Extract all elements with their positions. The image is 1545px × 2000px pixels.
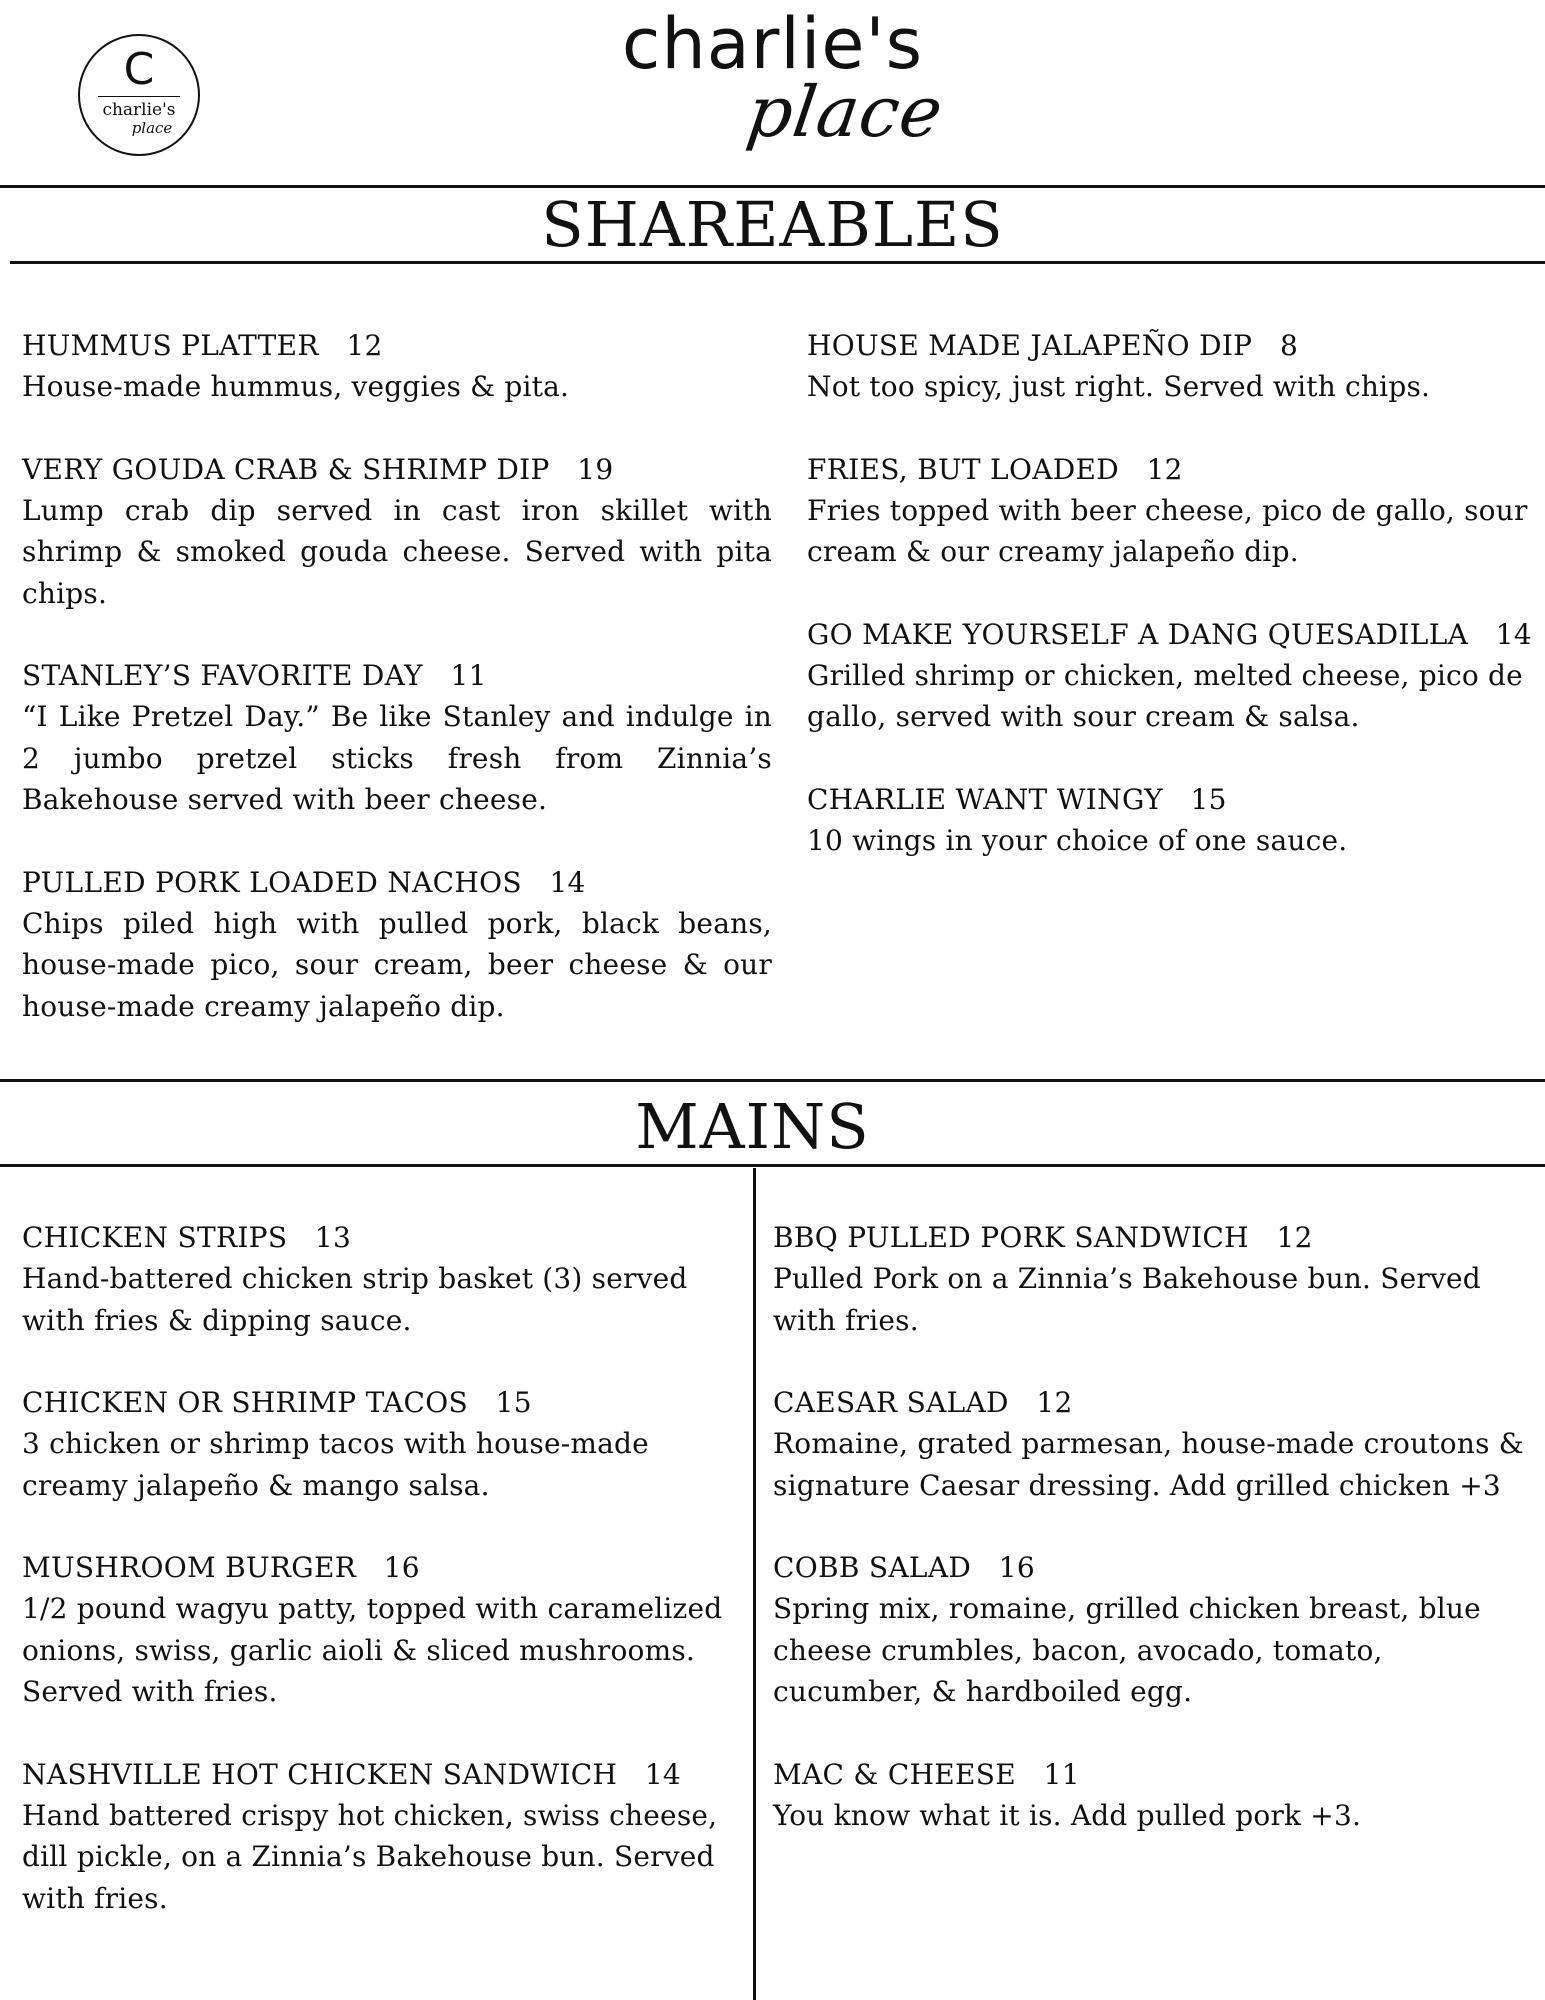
menu-item-heading [773,1382,1528,1423]
menu-item-name: HUMMUS PLATTER [22,329,319,362]
menu-item-name: STANLEY’S FAVORITE DAY [22,659,423,692]
logo-letter: C [123,44,155,95]
menu-item-heading [773,1217,1528,1258]
mains-column-divider [753,1168,756,2000]
shareables-right-column [807,325,1532,902]
menu-item-heading [773,1547,1528,1588]
menu-item-name: CAESAR SALAD [773,1386,1009,1419]
menu-item-name: BBQ PULLED PORK SANDWICH [773,1221,1249,1254]
menu-item-heading [22,1382,747,1423]
menu-item [807,614,1532,738]
menu-item [22,325,772,408]
menu-item-heading [807,449,1532,490]
mains-left-column [22,1217,747,1960]
menu-item-heading [22,449,772,490]
menu-item-heading [22,325,772,366]
menu-item-price: 11 [450,659,487,692]
menu-item [773,1382,1528,1506]
menu-item-name: COBB SALAD [773,1551,972,1584]
menu-item-description: You know what it is. Add pulled pork +3. [773,1798,1362,1832]
menu-item [807,449,1532,573]
menu-item-heading [807,614,1532,655]
menu-item-description: Hand battered crispy hot chicken, swiss cheese, dill pickle, on a Zinnia’s Bakehouse bun. Served with fries. [22,1798,718,1915]
logo-word-charlies: charlie's [102,100,176,120]
menu-item [22,1547,747,1713]
menu-item-name: MAC & CHEESE [773,1757,1016,1791]
menu-item-name: GO MAKE YOURSELF A DANG QUESADILLA [807,617,1469,651]
menu-item-name: PULLED PORK LOADED NACHOS [22,865,522,899]
menu-item-name: CHICKEN OR SHRIMP TACOS [22,1386,468,1419]
menu-item [22,862,772,1028]
menu-item [773,1547,1528,1713]
menu-item-heading [22,655,772,696]
mains-bottom-rule [0,1164,1545,1167]
menu-item-name: MUSHROOM BURGER [22,1551,357,1584]
menu-item-description: “I Like Pretzel Day.” Be like Stanley and indulge in 2 jumbo pretzel sticks fresh from Zinnia’s Bakehouse served with beer cheese. [22,700,772,816]
menu-item [22,1217,747,1341]
menu-item-price: 14 [644,1757,682,1791]
menu-item-price: 12 [346,329,383,362]
menu-item-description: 1/2 pound wagyu patty, topped with caramelized onions, swiss, garlic aioli & sliced mushrooms. Served with fries. [22,1592,723,1708]
menu-item [807,325,1532,408]
menu-item-description: House-made hummus, veggies & pita. [22,370,570,403]
menu-item-description: Not too spicy, just right. Served with chips. [807,370,1431,403]
menu-item-name: VERY GOUDA CRAB & SHRIMP DIP [22,452,550,486]
menu-item-description: 3 chicken or shrimp tacos with house-made creamy jalapeño & mango salsa. [22,1427,649,1502]
menu-item-heading [22,1547,747,1588]
menu-item-price: 11 [1043,1757,1080,1791]
menu-item [22,655,772,821]
mains-title: MAINS [635,1090,870,1163]
menu-item-name: CHICKEN STRIPS [22,1221,288,1254]
menu-item [807,779,1532,862]
menu-item [22,449,772,615]
menu-item-price: 14 [1495,617,1532,651]
menu-item [22,1754,747,1920]
logo-divider [98,96,180,97]
menu-item-price: 16 [998,1551,1035,1584]
menu-item-price: 16 [383,1551,420,1584]
logo-word-place: place [131,119,173,137]
mains-top-rule [0,1079,1545,1082]
menu-item-description: Chips piled high with pulled pork, black beans, house-made pico, sour cream, beer cheese & our house-made creamy jalapeño dip. [22,906,772,1023]
mains-right-column [773,1217,1528,1877]
menu-item-heading [773,1754,1528,1795]
menu-item-heading [807,325,1532,366]
menu-item-price: 12 [1276,1221,1313,1254]
menu-item-heading [22,1217,747,1258]
menu-item-description: Spring mix, romaine, grilled chicken breast, blue cheese crumbles, bacon, avocado, tomato, cucumber, & hardboiled egg. [773,1592,1481,1708]
shareables-left-column [22,325,772,1068]
menu-item-name: HOUSE MADE JALAPEÑO DIP [807,329,1253,362]
menu-item [773,1754,1528,1837]
menu-item-name: NASHVILLE HOT CHICKEN SANDWICH [22,1757,618,1791]
menu-item-price: 19 [577,452,614,486]
menu-item-description: Fries topped with beer cheese, pico de gallo, sour cream & our creamy jalapeño dip. [807,493,1528,568]
menu-item [773,1217,1528,1341]
menu-item-price: 8 [1279,329,1299,362]
menu-item-heading [22,1754,747,1795]
brand-title: charlie's [621,3,924,85]
menu-item [22,1382,747,1506]
menu-item-price: 14 [549,865,586,899]
menu-item-heading [807,779,1532,820]
menu-item-description: Lump crab dip served in cast iron skillet with shrimp & smoked gouda cheese. Served with pita chips. [22,493,772,610]
menu-item-description: 10 wings in your choice of one sauce. [807,823,1348,857]
menu-item-price: 12 [1146,452,1183,486]
menu-item-description: Pulled Pork on a Zinnia’s Bakehouse bun. Served with fries. [773,1262,1481,1337]
menu-item-price: 13 [314,1221,352,1254]
menu-item-name: FRIES, BUT LOADED [807,452,1119,486]
menu-item-description: Romaine, grated parmesan, house-made croutons & signature Caesar dressing. Add grilled chicken +3 [773,1427,1524,1502]
menu-item-description: Grilled shrimp or chicken, melted cheese, pico de gallo, served with sour cream & salsa. [807,658,1523,733]
menu-item-price: 12 [1036,1386,1073,1419]
brand-subtitle-script: place [742,71,949,153]
menu-item-price: 15 [1190,782,1227,816]
menu-item-heading [22,862,772,903]
shareables-bottom-rule [10,261,1545,264]
shareables-title: SHAREABLES [541,188,1004,261]
menu-item-price: 15 [495,1386,532,1419]
menu-item-description: Hand-battered chicken strip basket (3) served with fries & dipping sauce. [22,1262,688,1337]
menu-item-name: CHARLIE WANT WINGY [807,782,1163,816]
